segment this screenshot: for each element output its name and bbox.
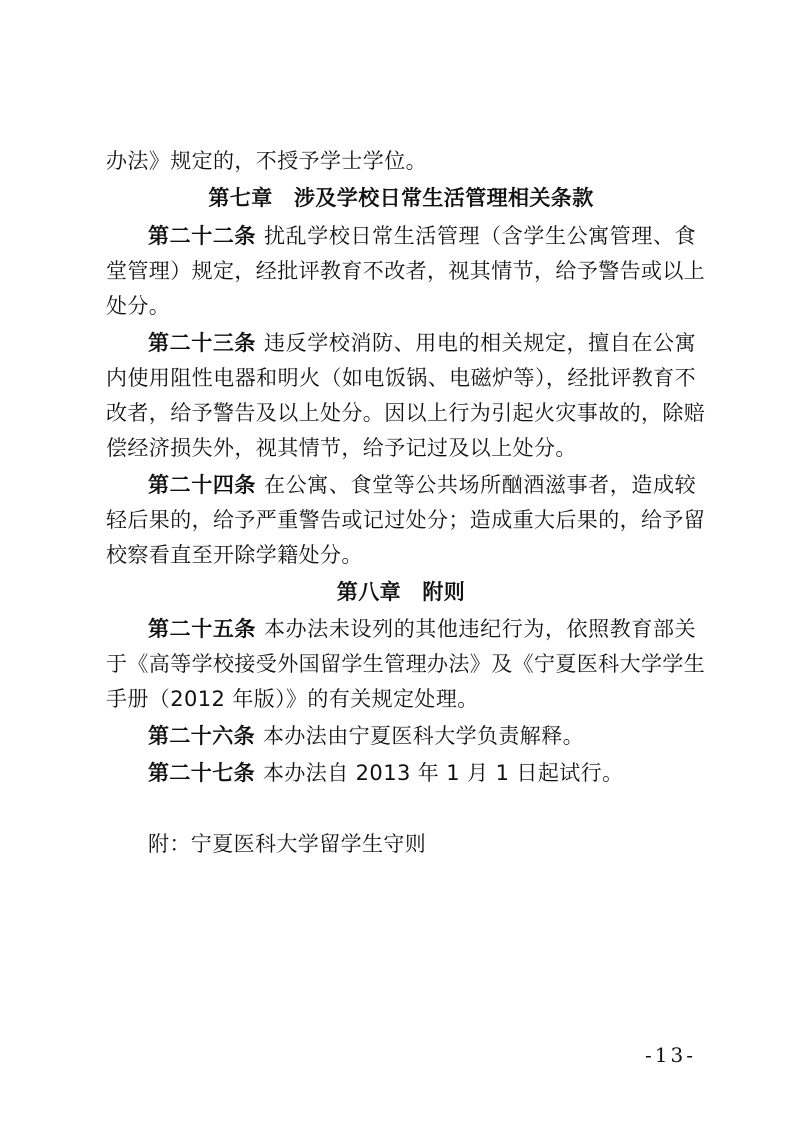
article-27-line-1	[148, 758, 696, 788]
article-25-text: 本办法未设列的其他违纪行为，依照教育部关	[264, 617, 697, 641]
continuation-text: 办法》规定的，不授予学士学位。	[106, 149, 427, 173]
article-26-text: 本办法由宁夏医科大学负责解释。	[263, 724, 584, 748]
article-25-line-1	[148, 614, 696, 644]
article-24-title: 第二十四条	[148, 473, 257, 497]
article-26-title: 第二十六条	[148, 724, 255, 748]
article-23-title: 第二十三条	[148, 331, 257, 355]
article-22-text: 扰乱学校日常生活管理（含学生公寓管理、食	[264, 224, 697, 248]
article-23-line-3: 改者，给予警告及以上处分。因以上行为引起火灾事故的，除赔	[106, 401, 706, 425]
article-23-line-2: 内使用阻性电器和明火（如电饭锅、电磁炉等），经批评教育不	[106, 366, 696, 390]
article-25-line-3: 手册（2012 年版）》的有关规定处理。	[106, 687, 479, 711]
article-22-line-2: 堂管理）规定，经批评教育不改者，视其情节，给予警告或以上	[106, 259, 706, 283]
article-25-line-2: 于《高等学校接受外国留学生管理办法》及《宁夏医科大学学生	[106, 652, 706, 676]
attachment-note: 附：宁夏医科大学留学生守则	[148, 832, 427, 856]
article-24-line-3: 校察看直至开除学籍处分。	[106, 543, 363, 567]
article-24-line-2: 轻后果的，给予严重警告或记过处分；造成重大后果的，给予留	[106, 508, 706, 532]
article-23-line-1	[148, 328, 696, 358]
chapter-8-heading: 第八章 附则	[336, 580, 466, 604]
article-23-line-4: 偿经济损失外，视其情节，给予记过及以上处分。	[106, 436, 577, 460]
article-22-line-1	[148, 221, 696, 251]
chapter-7-heading: 第七章 涉及学校日常生活管理相关条款	[208, 186, 594, 210]
article-26-line-1	[148, 721, 696, 751]
article-22-title: 第二十二条	[148, 224, 257, 248]
article-24-text: 在公寓、食堂等公共场所酗酒滋事者，造成较	[264, 473, 697, 497]
article-24-line-1	[148, 470, 696, 500]
article-25-title: 第二十五条	[148, 617, 257, 641]
page-number: -13-	[645, 1043, 696, 1067]
article-23-text: 违反学校消防、用电的相关规定，擅自在公寓	[264, 331, 697, 355]
article-27-title: 第二十七条	[148, 761, 255, 785]
article-27-text: 本办法自 2013 年 1 月 1 日起试行。	[263, 761, 624, 785]
article-22-line-3: 处分。	[106, 294, 171, 318]
